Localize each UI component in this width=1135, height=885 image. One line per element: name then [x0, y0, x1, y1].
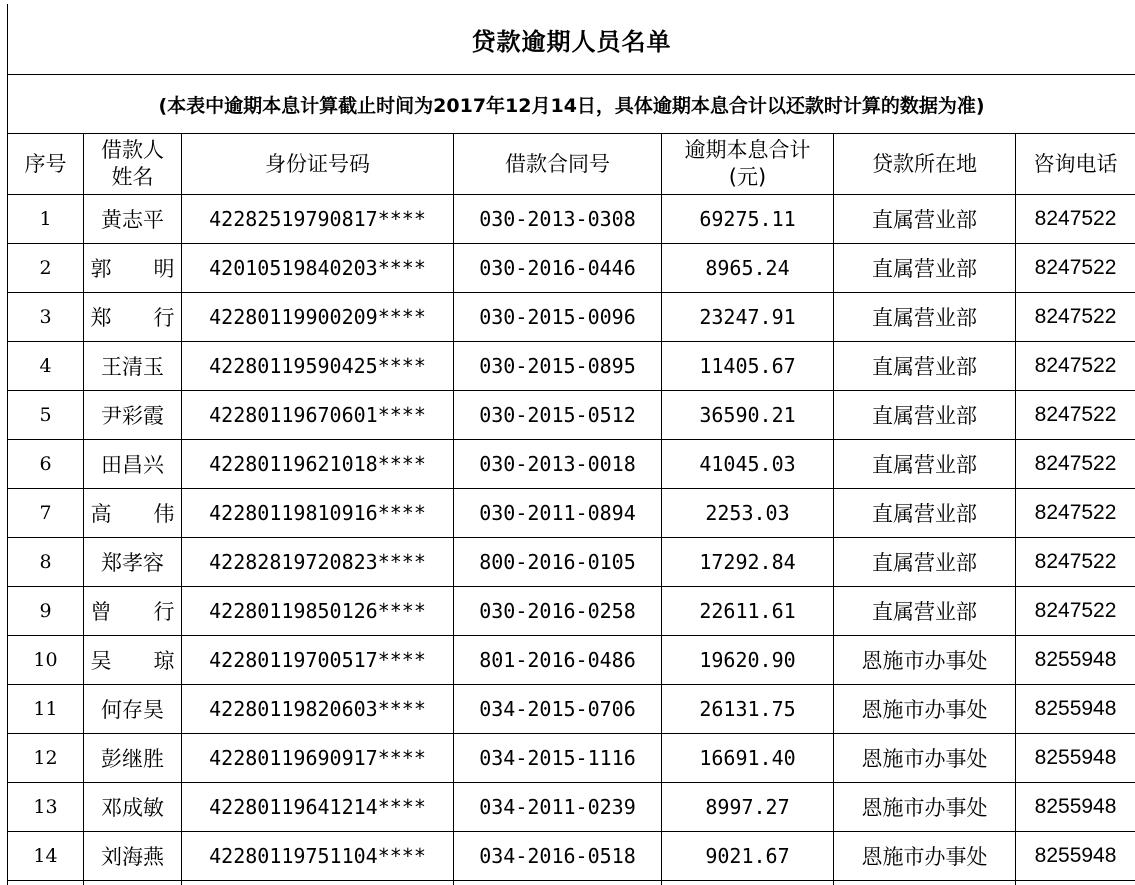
- cell-borrower-name: [84, 636, 182, 685]
- table-row: [8, 587, 1135, 636]
- cell-phone: 8247522: [1016, 538, 1135, 587]
- table-row-partial: [8, 881, 1135, 885]
- cell-phone: 8247522: [1016, 391, 1135, 440]
- cell-seq: 12: [8, 734, 84, 783]
- cell-contract-number: 030-2013-0308: [454, 195, 662, 244]
- cell-loan-location: 直属营业部: [834, 440, 1016, 489]
- table-title: 贷款逾期人员名单: [8, 4, 1135, 75]
- cell-id-number: 42280119751104****: [182, 832, 454, 881]
- cell-borrower-name: [84, 244, 182, 293]
- table-note: (本表中逾期本息计算截止时间为2017年12月14日，具体逾期本息合计以还款时计算的数据为准): [8, 75, 1135, 134]
- cell-contract-number: 030-2015-0512: [454, 391, 662, 440]
- cell-id-number: 42280119621018****: [182, 440, 454, 489]
- cell-loan-location: 直属营业部: [834, 244, 1016, 293]
- cell-seq: 4: [8, 342, 84, 391]
- cell-seq: 9: [8, 587, 84, 636]
- cell-borrower-name: 黄志平: [84, 195, 182, 244]
- cell-seq: 1: [8, 195, 84, 244]
- header-id-number: 身份证号码: [182, 134, 454, 195]
- cell-overdue-amount: 69275.11: [662, 195, 834, 244]
- cell-borrower-name: 田昌兴: [84, 440, 182, 489]
- cell-overdue-amount: 23247.91: [662, 293, 834, 342]
- header-location: 贷款所在地: [834, 134, 1016, 195]
- cell-borrower-name: 郑孝容: [84, 538, 182, 587]
- cell-overdue-amount: 19620.90: [662, 636, 834, 685]
- cell-contract-number: 030-2013-0018: [454, 440, 662, 489]
- borrower-name-text: 郑行: [90, 306, 175, 330]
- cell-id-number: 42280119900209****: [182, 293, 454, 342]
- overdue-loan-table: [7, 4, 1135, 885]
- cell-borrower-name: 王清玉: [84, 342, 182, 391]
- cell-loan-location: 直属营业部: [834, 342, 1016, 391]
- cell-seq: 6: [8, 440, 84, 489]
- cell-contract-number: 030-2016-0258: [454, 587, 662, 636]
- header-amount: [662, 134, 834, 195]
- cell-empty: [1016, 881, 1135, 885]
- cell-borrower-name: [84, 587, 182, 636]
- cell-empty: [84, 881, 182, 885]
- header-name: [84, 134, 182, 195]
- table-row: [8, 391, 1135, 440]
- header-name-line2: 姓名: [111, 165, 154, 189]
- cell-overdue-amount: 22611.61: [662, 587, 834, 636]
- cell-seq: 13: [8, 783, 84, 832]
- cell-id-number: 42280119690917****: [182, 734, 454, 783]
- cell-phone: 8247522: [1016, 244, 1135, 293]
- cell-id-number: 42280119700517****: [182, 636, 454, 685]
- borrower-name-text: 曾行: [90, 600, 175, 624]
- cell-contract-number: 800-2016-0105: [454, 538, 662, 587]
- table-row: [8, 832, 1135, 881]
- cell-overdue-amount: 8965.24: [662, 244, 834, 293]
- cell-loan-location: 恩施市办事处: [834, 734, 1016, 783]
- header-phone: 咨询电话: [1016, 134, 1135, 195]
- cell-borrower-name: 刘海燕: [84, 832, 182, 881]
- cell-loan-location: 直属营业部: [834, 293, 1016, 342]
- cell-phone: 8247522: [1016, 587, 1135, 636]
- cell-phone: 8255948: [1016, 734, 1135, 783]
- cell-contract-number: 034-2015-0706: [454, 685, 662, 734]
- cell-seq: 2: [8, 244, 84, 293]
- table-row: [8, 244, 1135, 293]
- cell-loan-location: 直属营业部: [834, 195, 1016, 244]
- cell-contract-number: 030-2011-0894: [454, 489, 662, 538]
- cell-overdue-amount: 9021.67: [662, 832, 834, 881]
- cell-empty: [182, 881, 454, 885]
- table-row: [8, 440, 1135, 489]
- table-row: [8, 489, 1135, 538]
- cell-loan-location: 恩施市办事处: [834, 636, 1016, 685]
- cell-overdue-amount: 36590.21: [662, 391, 834, 440]
- cell-loan-location: 直属营业部: [834, 538, 1016, 587]
- cell-contract-number: 030-2016-0446: [454, 244, 662, 293]
- borrower-name-text: 高伟: [90, 502, 175, 526]
- cell-phone: 8255948: [1016, 783, 1135, 832]
- cell-id-number: 42280119641214****: [182, 783, 454, 832]
- cell-loan-location: 恩施市办事处: [834, 783, 1016, 832]
- cell-phone: 8247522: [1016, 440, 1135, 489]
- header-name-line1: 借款人: [101, 138, 164, 162]
- cell-contract-number: 030-2015-0096: [454, 293, 662, 342]
- cell-id-number: 42280119590425****: [182, 342, 454, 391]
- cell-overdue-amount: 26131.75: [662, 685, 834, 734]
- cell-overdue-amount: 11405.67: [662, 342, 834, 391]
- cell-empty: [834, 881, 1016, 885]
- cell-borrower-name: 尹彩霞: [84, 391, 182, 440]
- cell-seq: 5: [8, 391, 84, 440]
- cell-loan-location: 恩施市办事处: [834, 832, 1016, 881]
- cell-borrower-name: [84, 293, 182, 342]
- cell-seq: 8: [8, 538, 84, 587]
- cell-phone: 8255948: [1016, 832, 1135, 881]
- header-seq: 序号: [8, 134, 84, 195]
- cell-id-number: 42280119810916****: [182, 489, 454, 538]
- table-row: [8, 636, 1135, 685]
- cell-borrower-name: 何存昊: [84, 685, 182, 734]
- cell-empty: [8, 881, 84, 885]
- header-amount-line2: (元): [728, 165, 767, 189]
- cell-phone: 8247522: [1016, 195, 1135, 244]
- cell-seq: 10: [8, 636, 84, 685]
- cell-loan-location: 直属营业部: [834, 391, 1016, 440]
- cell-id-number: 42280119850126****: [182, 587, 454, 636]
- cell-empty: [662, 881, 834, 885]
- cell-loan-location: 直属营业部: [834, 587, 1016, 636]
- cell-contract-number: 030-2015-0895: [454, 342, 662, 391]
- cell-overdue-amount: 16691.40: [662, 734, 834, 783]
- cell-loan-location: 直属营业部: [834, 489, 1016, 538]
- table-row: [8, 342, 1135, 391]
- cell-phone: 8247522: [1016, 489, 1135, 538]
- cell-id-number: 42010519840203****: [182, 244, 454, 293]
- cell-id-number: 42280119670601****: [182, 391, 454, 440]
- cell-contract-number: 034-2011-0239: [454, 783, 662, 832]
- table-row: [8, 685, 1135, 734]
- cell-contract-number: 034-2016-0518: [454, 832, 662, 881]
- cell-phone: 8255948: [1016, 636, 1135, 685]
- cell-borrower-name: 彭继胜: [84, 734, 182, 783]
- cell-borrower-name: [84, 489, 182, 538]
- cell-loan-location: 恩施市办事处: [834, 685, 1016, 734]
- cell-empty: [454, 881, 662, 885]
- header-amount-line1: 逾期本息合计: [684, 138, 811, 162]
- table-row: [8, 195, 1135, 244]
- table-row: [8, 734, 1135, 783]
- cell-overdue-amount: 2253.03: [662, 489, 834, 538]
- cell-seq: 7: [8, 489, 84, 538]
- cell-contract-number: 034-2015-1116: [454, 734, 662, 783]
- table-row: [8, 538, 1135, 587]
- borrower-name-text: 郭明: [90, 257, 175, 281]
- cell-overdue-amount: 8997.27: [662, 783, 834, 832]
- table-row: [8, 783, 1135, 832]
- cell-id-number: 42282819720823****: [182, 538, 454, 587]
- cell-phone: 8247522: [1016, 342, 1135, 391]
- cell-phone: 8255948: [1016, 685, 1135, 734]
- cell-seq: 3: [8, 293, 84, 342]
- cell-contract-number: 801-2016-0486: [454, 636, 662, 685]
- cell-id-number: 42282519790817****: [182, 195, 454, 244]
- table-row: [8, 293, 1135, 342]
- cell-seq: 11: [8, 685, 84, 734]
- header-row: [8, 134, 1135, 195]
- cell-borrower-name: 邓成敏: [84, 783, 182, 832]
- cell-id-number: 42280119820603****: [182, 685, 454, 734]
- cell-overdue-amount: 41045.03: [662, 440, 834, 489]
- borrower-name-text: 吴琼: [90, 649, 175, 673]
- cell-phone: 8247522: [1016, 293, 1135, 342]
- cell-seq: 14: [8, 832, 84, 881]
- header-contract: 借款合同号: [454, 134, 662, 195]
- cell-overdue-amount: 17292.84: [662, 538, 834, 587]
